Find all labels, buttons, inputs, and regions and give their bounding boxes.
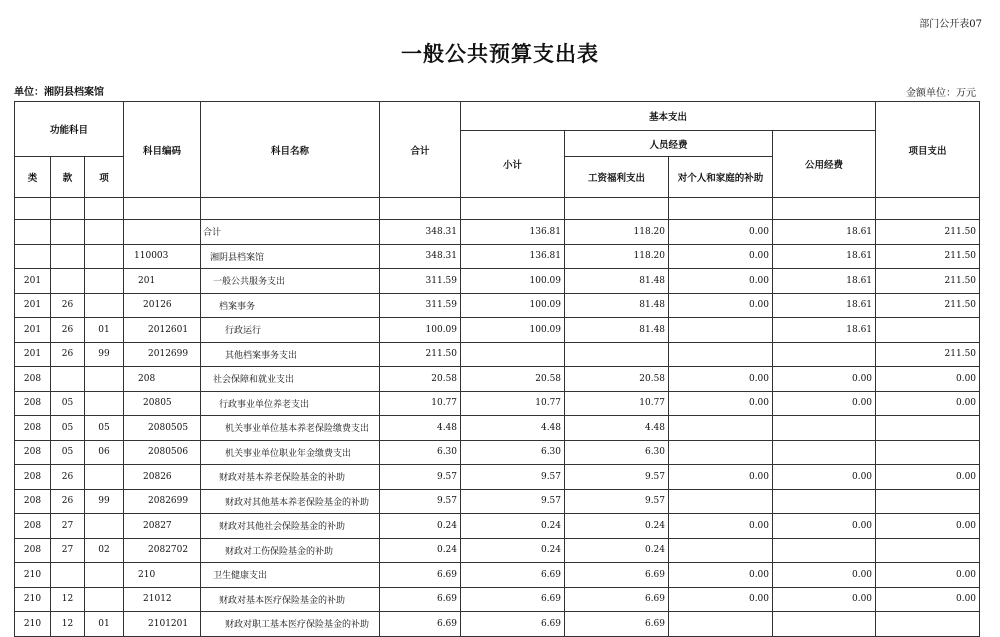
cell-name: 机关事业单位职业年金缴费支出 [201, 440, 380, 465]
cell-lei: 208 [15, 416, 51, 441]
header-basic: 基本支出 [461, 102, 876, 131]
cell-subsidy [669, 538, 773, 563]
cell-kuan: 26 [51, 318, 85, 343]
cell-lei: 208 [15, 514, 51, 539]
cell-subsidy: 0.00 [669, 514, 773, 539]
cell-kuan: 12 [51, 587, 85, 612]
cell-salary: 4.48 [565, 416, 669, 441]
cell-code: 2080506 [124, 440, 201, 465]
cell-public: 18.61 [773, 220, 876, 245]
cell-public: 0.00 [773, 514, 876, 539]
cell-subtotal: 20.58 [461, 367, 565, 392]
header-kuan: 款 [51, 157, 85, 198]
cell-xiang: 06 [85, 440, 124, 465]
cell-xiang [85, 587, 124, 612]
cell-subsidy [669, 612, 773, 637]
cell-total: 348.31 [380, 244, 461, 269]
cell-name: 机关事业单位基本养老保险缴费支出 [201, 416, 380, 441]
table-row [15, 244, 980, 269]
cell-subtotal: 6.30 [461, 440, 565, 465]
cell-kuan: 26 [51, 465, 85, 490]
cell-name: 其他档案事务支出 [201, 342, 380, 367]
cell-lei: 208 [15, 465, 51, 490]
cell-subsidy [669, 440, 773, 465]
cell-name: 财政对基本养老保险基金的补助 [201, 465, 380, 490]
cell-total: 6.69 [380, 612, 461, 637]
cell-lei: 201 [15, 342, 51, 367]
table-row [15, 269, 980, 294]
table-row [15, 318, 980, 343]
cell-subtotal [461, 342, 565, 367]
cell-xiang [85, 563, 124, 588]
cell-salary [565, 342, 669, 367]
cell-xiang: 02 [85, 538, 124, 563]
cell-xiang: 99 [85, 342, 124, 367]
cell-kuan: 27 [51, 538, 85, 563]
cell-salary: 118.20 [565, 244, 669, 269]
cell-code: 20827 [124, 514, 201, 539]
header-func-subject: 功能科目 [15, 102, 124, 157]
cell-salary: 118.20 [565, 220, 669, 245]
cell-project: 211.50 [876, 293, 980, 318]
cell-kuan: 26 [51, 489, 85, 514]
cell-subsidy: 0.00 [669, 465, 773, 490]
cell-subsidy: 0.00 [669, 244, 773, 269]
cell-lei: 201 [15, 318, 51, 343]
header-personnel: 人员经费 [565, 131, 773, 157]
cell-name: 社会保障和就业支出 [201, 367, 380, 392]
cell-name: 合计 [201, 220, 380, 245]
cell-public: 0.00 [773, 367, 876, 392]
cell-project: 0.00 [876, 367, 980, 392]
cell-lei: 210 [15, 587, 51, 612]
cell-project: 0.00 [876, 391, 980, 416]
cell-subtotal: 100.09 [461, 293, 565, 318]
cell-salary: 6.69 [565, 563, 669, 588]
cell-salary: 0.24 [565, 514, 669, 539]
cell-project: 0.00 [876, 563, 980, 588]
cell-xiang [85, 220, 124, 245]
cell-name: 湘阴县档案馆 [201, 244, 380, 269]
cell-project [876, 440, 980, 465]
table-row [15, 416, 980, 441]
cell-public: 0.00 [773, 563, 876, 588]
cell-public [773, 416, 876, 441]
cell-code: 2080505 [124, 416, 201, 441]
cell-code: 2082699 [124, 489, 201, 514]
cell-project: 211.50 [876, 244, 980, 269]
cell-total: 9.57 [380, 489, 461, 514]
cell-salary: 6.69 [565, 612, 669, 637]
header-lei: 类 [15, 157, 51, 198]
spacer-row [15, 198, 980, 220]
cell-subsidy: 0.00 [669, 220, 773, 245]
table-row [15, 391, 980, 416]
cell-salary: 9.57 [565, 489, 669, 514]
cell-lei: 201 [15, 293, 51, 318]
cell-project [876, 538, 980, 563]
cell-xiang: 99 [85, 489, 124, 514]
cell-lei: 208 [15, 538, 51, 563]
cell-lei [15, 244, 51, 269]
cell-lei: 208 [15, 391, 51, 416]
cell-kuan [51, 269, 85, 294]
header-public: 公用经费 [773, 131, 876, 198]
header-project: 项目支出 [876, 102, 980, 198]
cell-xiang [85, 465, 124, 490]
header-total: 合计 [380, 102, 461, 198]
cell-code [124, 220, 201, 245]
cell-name: 财政对其他基本养老保险基金的补助 [201, 489, 380, 514]
cell-salary: 0.24 [565, 538, 669, 563]
cell-project [876, 416, 980, 441]
cell-project: 211.50 [876, 220, 980, 245]
cell-total: 211.50 [380, 342, 461, 367]
cell-kuan: 12 [51, 612, 85, 637]
cell-subtotal: 9.57 [461, 465, 565, 490]
cell-subtotal: 6.69 [461, 587, 565, 612]
header-subtotal: 小计 [461, 131, 565, 198]
cell-code: 2012699 [124, 342, 201, 367]
table-row [15, 367, 980, 392]
cell-total: 10.77 [380, 391, 461, 416]
cell-kuan [51, 220, 85, 245]
header-salary: 工资福利支出 [565, 157, 669, 198]
cell-code: 2101201 [124, 612, 201, 637]
cell-subsidy [669, 318, 773, 343]
cell-kuan: 26 [51, 293, 85, 318]
cell-xiang: 01 [85, 612, 124, 637]
cell-code: 2082702 [124, 538, 201, 563]
cell-salary: 81.48 [565, 269, 669, 294]
cell-project: 211.50 [876, 269, 980, 294]
cell-project: 211.50 [876, 342, 980, 367]
cell-total: 20.58 [380, 367, 461, 392]
cell-public [773, 440, 876, 465]
cell-kuan [51, 367, 85, 392]
cell-project: 0.00 [876, 465, 980, 490]
cell-subsidy: 0.00 [669, 587, 773, 612]
cell-total: 9.57 [380, 465, 461, 490]
cell-name: 财政对工伤保险基金的补助 [201, 538, 380, 563]
amount-unit-label: 金额单位：万元 [906, 88, 976, 99]
cell-name: 财政对基本医疗保险基金的补助 [201, 587, 380, 612]
table-row [15, 489, 980, 514]
form-number-label: 部门公开表07 [919, 19, 982, 30]
cell-xiang [85, 514, 124, 539]
cell-code: 2012601 [124, 318, 201, 343]
table-row [15, 514, 980, 539]
header-name: 科目名称 [201, 102, 380, 198]
cell-subtotal: 0.24 [461, 538, 565, 563]
cell-subtotal: 100.09 [461, 318, 565, 343]
table-row [15, 612, 980, 637]
table-row [15, 587, 980, 612]
cell-lei: 210 [15, 612, 51, 637]
cell-kuan: 05 [51, 440, 85, 465]
cell-xiang [85, 244, 124, 269]
cell-lei: 201 [15, 269, 51, 294]
cell-salary: 9.57 [565, 465, 669, 490]
budget-table [14, 101, 980, 637]
cell-public [773, 342, 876, 367]
cell-subtotal: 136.81 [461, 244, 565, 269]
cell-public: 0.00 [773, 587, 876, 612]
table-row [15, 220, 980, 245]
cell-kuan: 05 [51, 391, 85, 416]
cell-subtotal: 10.77 [461, 391, 565, 416]
cell-kuan: 05 [51, 416, 85, 441]
unit-label: 单位：湘阴县档案馆 [14, 87, 104, 98]
cell-subtotal: 6.69 [461, 563, 565, 588]
cell-project [876, 489, 980, 514]
cell-subsidy: 0.00 [669, 367, 773, 392]
cell-public [773, 612, 876, 637]
cell-total: 0.24 [380, 514, 461, 539]
cell-lei [15, 220, 51, 245]
cell-code: 21012 [124, 587, 201, 612]
cell-project [876, 612, 980, 637]
table-row [15, 293, 980, 318]
cell-subtotal: 6.69 [461, 612, 565, 637]
cell-subsidy: 0.00 [669, 293, 773, 318]
cell-project: 0.00 [876, 514, 980, 539]
table-row [15, 465, 980, 490]
cell-salary: 81.48 [565, 293, 669, 318]
cell-project: 0.00 [876, 587, 980, 612]
cell-code: 201 [124, 269, 201, 294]
cell-project [876, 318, 980, 343]
cell-code: 20805 [124, 391, 201, 416]
cell-kuan [51, 563, 85, 588]
cell-lei: 208 [15, 367, 51, 392]
cell-name: 财政对职工基本医疗保险基金的补助 [201, 612, 380, 637]
cell-subtotal: 9.57 [461, 489, 565, 514]
cell-public: 18.61 [773, 244, 876, 269]
cell-public: 0.00 [773, 391, 876, 416]
cell-xiang [85, 269, 124, 294]
cell-total: 311.59 [380, 293, 461, 318]
cell-name: 行政事业单位养老支出 [201, 391, 380, 416]
cell-lei: 208 [15, 489, 51, 514]
cell-name: 卫生健康支出 [201, 563, 380, 588]
cell-code: 110003 [124, 244, 201, 269]
cell-xiang: 01 [85, 318, 124, 343]
table-row [15, 342, 980, 367]
cell-salary: 20.58 [565, 367, 669, 392]
cell-total: 6.69 [380, 587, 461, 612]
cell-subtotal: 0.24 [461, 514, 565, 539]
cell-name: 档案事务 [201, 293, 380, 318]
cell-code: 20826 [124, 465, 201, 490]
cell-salary: 81.48 [565, 318, 669, 343]
cell-name: 一般公共服务支出 [201, 269, 380, 294]
cell-subsidy: 0.00 [669, 563, 773, 588]
cell-name: 财政对其他社会保险基金的补助 [201, 514, 380, 539]
cell-public [773, 489, 876, 514]
cell-lei: 210 [15, 563, 51, 588]
cell-subsidy [669, 489, 773, 514]
cell-subsidy: 0.00 [669, 391, 773, 416]
cell-kuan: 26 [51, 342, 85, 367]
cell-total: 4.48 [380, 416, 461, 441]
cell-subsidy: 0.00 [669, 269, 773, 294]
page-title: 一般公共预算支出表 [401, 41, 599, 66]
cell-total: 100.09 [380, 318, 461, 343]
cell-xiang [85, 367, 124, 392]
header-code: 科目编码 [124, 102, 201, 198]
cell-public [773, 538, 876, 563]
header-subsidy: 对个人和家庭的补助 [669, 157, 773, 198]
cell-subsidy [669, 342, 773, 367]
cell-total: 348.31 [380, 220, 461, 245]
cell-total: 311.59 [380, 269, 461, 294]
cell-total: 6.69 [380, 563, 461, 588]
cell-code: 208 [124, 367, 201, 392]
cell-total: 6.30 [380, 440, 461, 465]
cell-subtotal: 4.48 [461, 416, 565, 441]
cell-subtotal: 136.81 [461, 220, 565, 245]
cell-subtotal: 100.09 [461, 269, 565, 294]
table-row [15, 563, 980, 588]
cell-salary: 6.30 [565, 440, 669, 465]
cell-kuan: 27 [51, 514, 85, 539]
cell-code: 20126 [124, 293, 201, 318]
cell-public: 18.61 [773, 293, 876, 318]
table-row [15, 440, 980, 465]
cell-code: 210 [124, 563, 201, 588]
cell-total: 0.24 [380, 538, 461, 563]
cell-public: 18.61 [773, 318, 876, 343]
table-header [15, 102, 980, 198]
cell-xiang: 05 [85, 416, 124, 441]
table-row [15, 538, 980, 563]
cell-kuan [51, 244, 85, 269]
cell-xiang [85, 293, 124, 318]
cell-lei: 208 [15, 440, 51, 465]
cell-subsidy [669, 416, 773, 441]
table-body [15, 198, 980, 637]
cell-name: 行政运行 [201, 318, 380, 343]
header-xiang: 项 [85, 157, 124, 198]
cell-public: 18.61 [773, 269, 876, 294]
cell-salary: 6.69 [565, 587, 669, 612]
cell-public: 0.00 [773, 465, 876, 490]
cell-xiang [85, 391, 124, 416]
cell-salary: 10.77 [565, 391, 669, 416]
